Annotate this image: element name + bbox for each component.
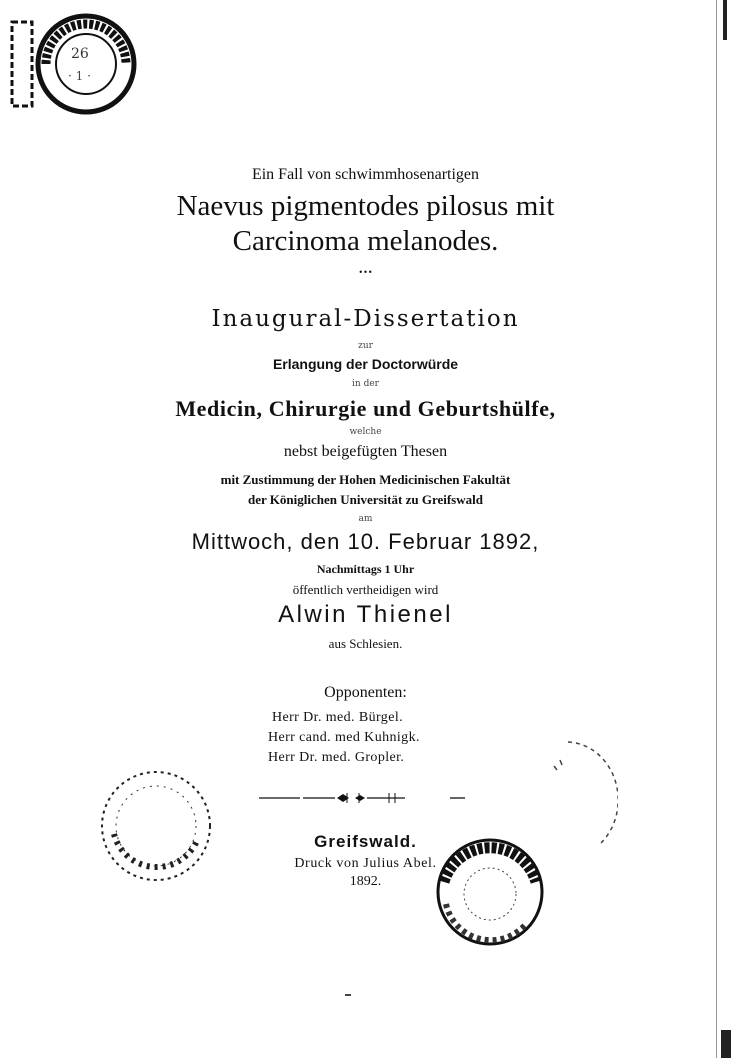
opponent-3: Herr Dr. med. Gropler. bbox=[268, 750, 405, 765]
page-edge-shadow-top bbox=[723, 0, 727, 40]
universitaet-line: der Königlichen Universität zu Greifswald bbox=[248, 492, 483, 507]
ornament-small: ••• bbox=[358, 268, 373, 277]
opponents-heading: Opponenten: bbox=[324, 684, 407, 701]
opponent-2: Herr cand. med Kuhnigk. bbox=[268, 730, 420, 745]
imprint-year: 1892. bbox=[349, 874, 382, 889]
imprint-printer: Druck von Julius Abel. bbox=[294, 856, 437, 871]
nebst-line: nebst beigefügten Thesen bbox=[283, 443, 448, 460]
svg-text:26: 26 bbox=[71, 46, 89, 62]
time-line: Nachmittags 1 Uhr bbox=[316, 562, 415, 576]
decorative-rule bbox=[255, 790, 470, 806]
author-name: Alwin Thienel bbox=[278, 601, 453, 628]
title-line-2: Naevus pigmentodes pilosus mit bbox=[176, 190, 555, 222]
svg-text:· 1 ·: · 1 · bbox=[68, 69, 91, 83]
title-line-3: Carcinoma melanodes. bbox=[232, 225, 499, 257]
title-line-1: Ein Fall von schwimmhosenartigen bbox=[251, 166, 480, 183]
defend-line: öffentlich vertheidigen wird bbox=[292, 582, 439, 597]
zustimmung-line: mit Zustimmung der Hohen Medicinischen Fakultät bbox=[220, 472, 511, 487]
origin-line: aus Schlesien. bbox=[328, 636, 403, 651]
library-stamp-top-left bbox=[8, 8, 138, 116]
page-edge-shadow-bottom bbox=[721, 1030, 731, 1058]
page-edge bbox=[716, 0, 731, 1058]
dissertation-heading: Inaugural-Dissertation bbox=[211, 306, 520, 332]
word-zur: zur bbox=[358, 341, 373, 351]
opponent-1: Herr Dr. med. Bürgel. bbox=[272, 710, 404, 725]
word-in-der: in der bbox=[352, 379, 379, 389]
word-am: am bbox=[358, 514, 373, 524]
date-line: Mittwoch, den 10. Februar 1892, bbox=[191, 529, 540, 554]
erlangung-line: Erlangung der Doctorwürde bbox=[272, 356, 459, 372]
word-welche: welche bbox=[349, 427, 382, 437]
library-stamp-bottom-left bbox=[94, 764, 218, 888]
faded-stamp-right bbox=[508, 736, 618, 866]
speck bbox=[345, 994, 351, 996]
fields-line: Medicin, Chirurgie und Geburtshülfe, bbox=[175, 396, 556, 421]
imprint-city: Greifswald. bbox=[314, 832, 417, 851]
